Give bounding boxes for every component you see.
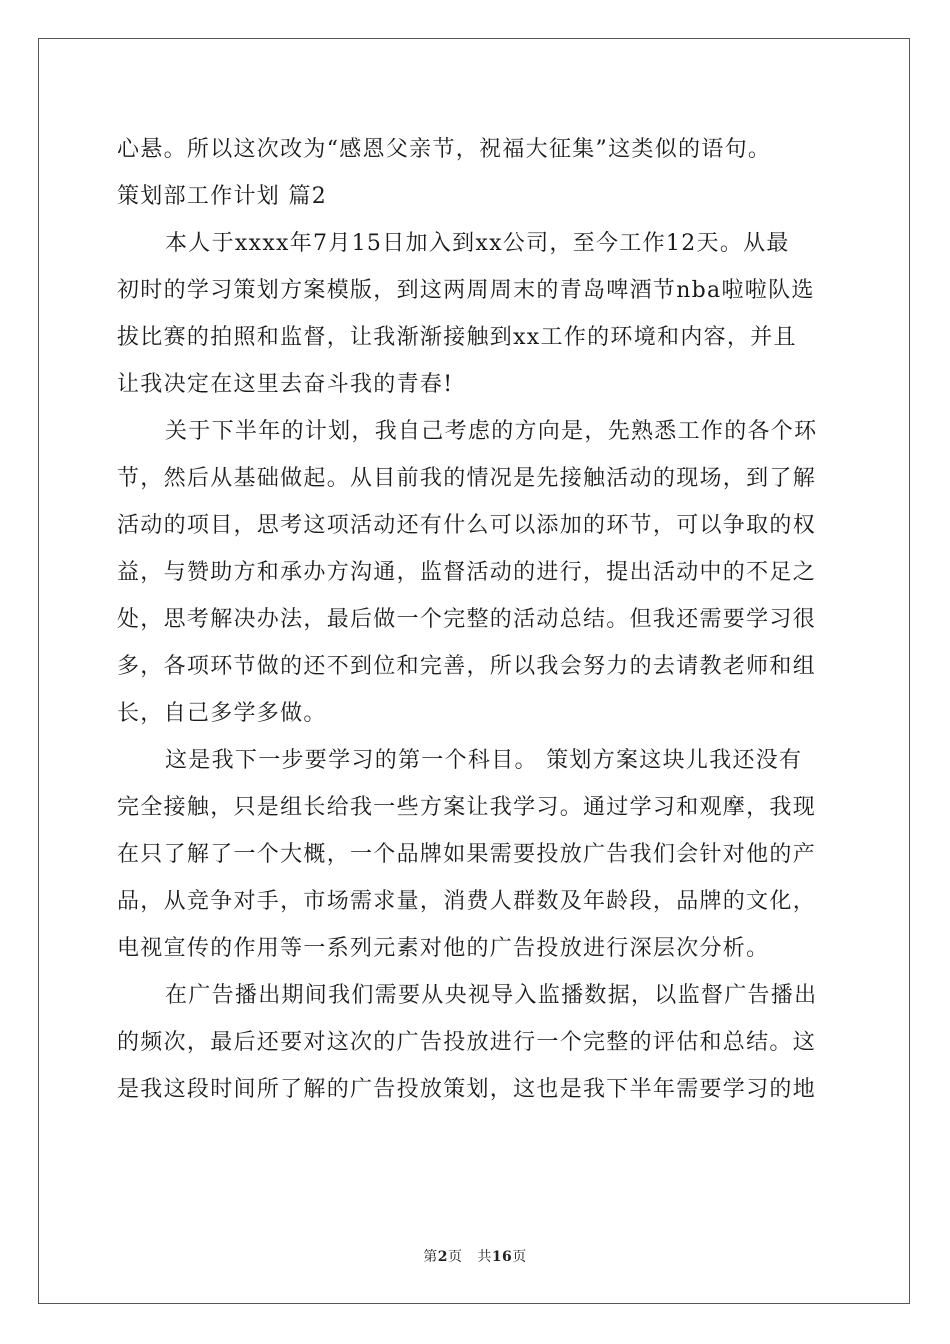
text-line: 在广告播出期间我们需要从央视导入监播数据，以监督广告播出 xyxy=(165,983,818,1008)
text-line: 本人于xxxx年7月15日加入到xx公司，至今工作12天。从最 xyxy=(165,231,790,256)
text-line: 益，与赞助方和承办方沟通，监督活动的进行，提出活动中的不足之 xyxy=(117,560,817,585)
text-line: 活动的项目，思考这项活动还有什么可以添加的环节，可以争取的权 xyxy=(117,513,817,538)
total-prefix: 共 xyxy=(477,1249,492,1265)
page-footer xyxy=(0,1246,950,1266)
text-line: 这是我下一步要学习的第一个科目。 策划方案这块儿我还没有 xyxy=(165,748,803,773)
text-line: 品，从竞争对手，市场需求量，消费人群数及年龄段，品牌的文化， xyxy=(117,889,817,914)
text-line: 的频次，最后还要对这次的广告投放进行一个完整的评估和总结。这 xyxy=(117,1030,817,1055)
text-line: 让我决定在这里去奋斗我的青春! xyxy=(117,372,454,397)
text-line: 拔比赛的拍照和监督，让我渐渐接触到xx工作的环境和内容，并且 xyxy=(117,325,797,350)
text-line: 初时的学习策划方案模版，到这两周周末的青岛啤酒节nba啦啦队选 xyxy=(117,278,815,303)
text-line: 节，然后从基础做起。从目前我的情况是先接触活动的现场，到了解 xyxy=(117,466,817,491)
page-suffix: 页 xyxy=(447,1249,463,1265)
page-number: 2 xyxy=(437,1249,448,1265)
section-heading: 策划部工作计划 篇2 xyxy=(117,184,327,209)
text-line: 在只了解了一个大概，一个品牌如果需要投放广告我们会针对他的产 xyxy=(117,842,817,867)
text-line: 心悬。所以这次改为“感恩父亲节，祝福大征集”这类似的语句。 xyxy=(117,137,772,162)
text-line: 长，自己多学多做。 xyxy=(117,701,327,726)
text-line: 处，思考解决办法，最后做一个完整的活动总结。但我还需要学习很 xyxy=(117,607,817,632)
total-suffix: 页 xyxy=(512,1249,527,1265)
page-prefix: 第 xyxy=(423,1249,438,1265)
text-line: 多，各项环节做的还不到位和完善，所以我会努力的去请教老师和组 xyxy=(117,654,817,679)
total-pages: 16 xyxy=(491,1249,513,1265)
text-line: 关于下半年的计划，我自己考虑的方向是，先熟悉工作的各个环 xyxy=(165,419,818,444)
text-line: 完全接触，只是组长给我一些方案让我学习。通过学习和观摩，我现 xyxy=(117,795,817,820)
text-line: 是我这段时间所了解的广告投放策划，这也是我下半年需要学习的地 xyxy=(117,1077,817,1102)
document-body xyxy=(117,126,833,1113)
text-line: 电视宣传的作用等一系列元素对他的广告投放进行深层次分析。 xyxy=(117,936,770,961)
